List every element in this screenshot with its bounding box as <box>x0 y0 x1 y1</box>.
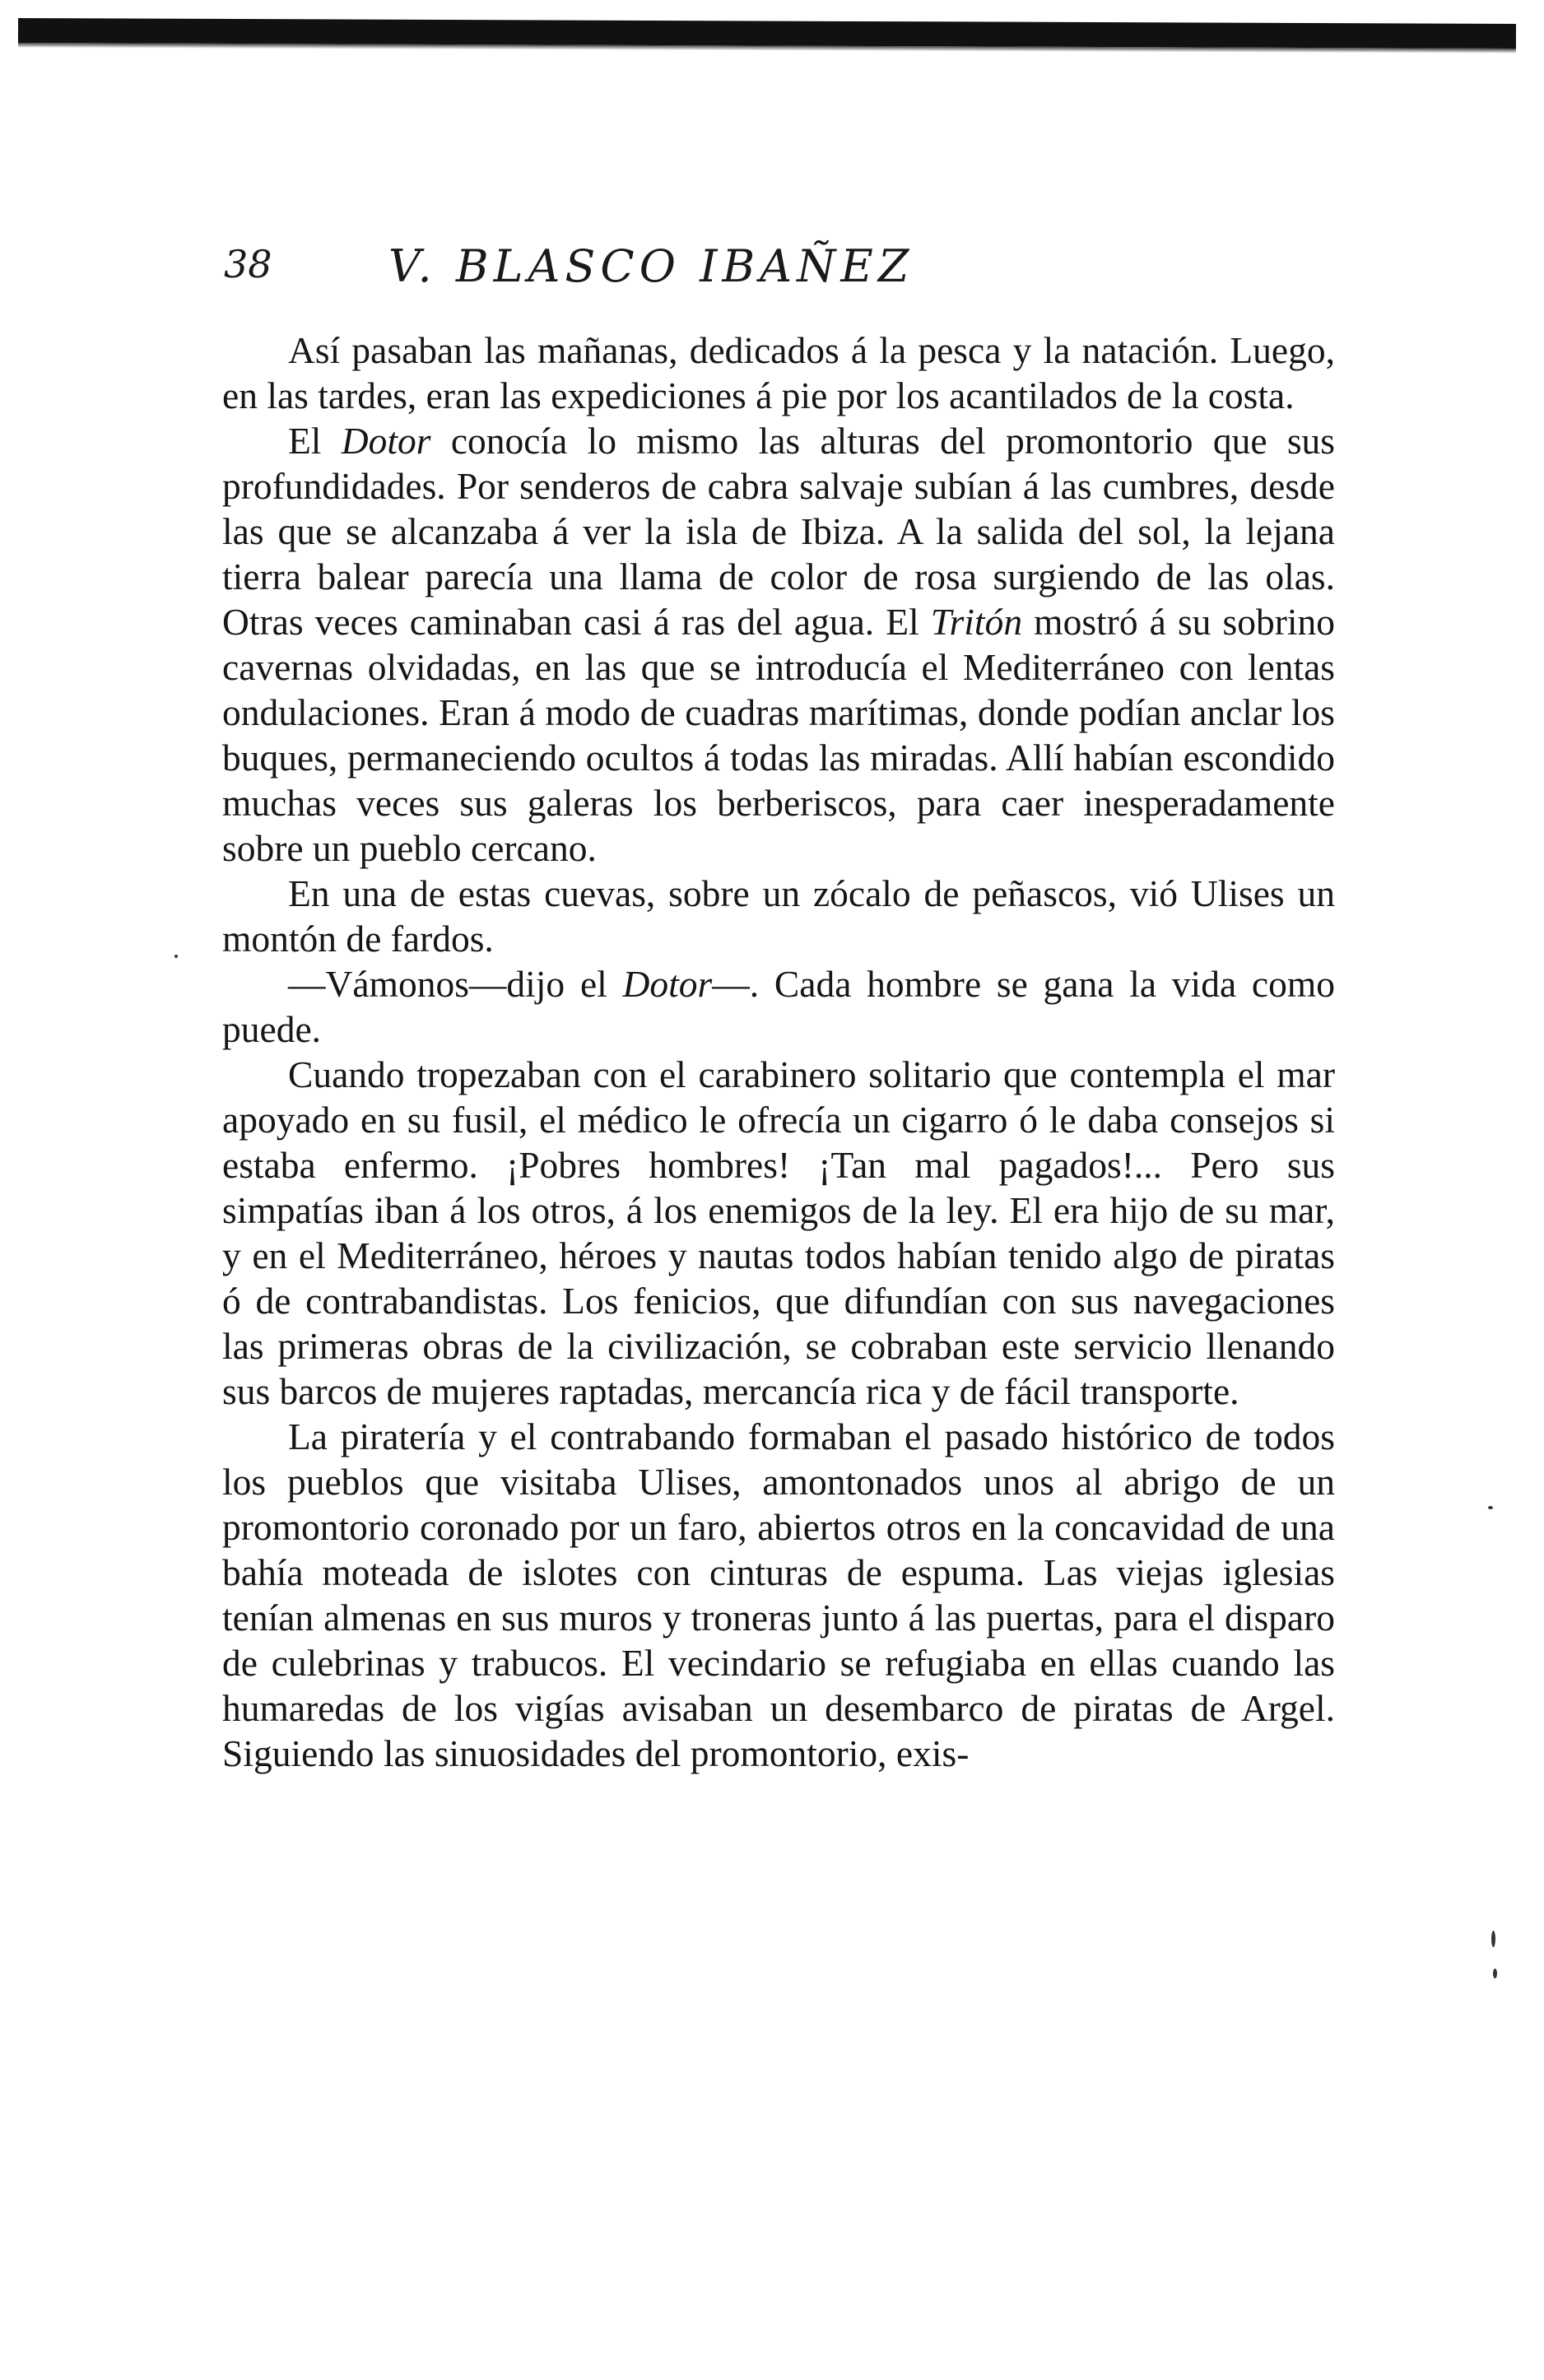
body-text <box>222 328 1335 1776</box>
margin-speck <box>174 955 178 958</box>
margin-speck <box>1493 1969 1497 1978</box>
paragraph-4-text-1: —Vámonos—dijo el <box>288 963 623 1005</box>
paragraph-4-italic-dotor: Dotor <box>622 963 713 1005</box>
running-head: V. BLASCO IBAÑEZ <box>388 240 914 292</box>
margin-speck <box>1488 1506 1493 1509</box>
paragraph-2-text-3: mostró á su sobrino cavernas olvidadas, en las que se introducía el Mediterráneo con lentas ondulaciones. Eran á modo de cuadras marítimas, donde podían anclar los buques, permaneciendo ocultos á todas las miradas. Allí habían escondido muchas veces sus galeras los berberiscos, para caer inesperadamente sobre un pueblo cercano. <box>222 601 1335 869</box>
paragraph-4 <box>222 961 1335 1052</box>
paragraph-2-text-2: conocía lo mismo las alturas del promontorio que sus profundidades. Por senderos de cabra salvaje subían á las cumbres, desde las que se alcanzaba á ver la isla de Ibiza. A la salida del sol, la lejana tierra balear parecía una llama de color de rosa surgiendo de las olas. Otras veces caminaban casi á ras del agua. El <box>222 420 1336 643</box>
page-header <box>224 227 1343 301</box>
paragraph-2 <box>222 418 1335 871</box>
paragraph-5: Cuando tropezaban con el carabinero solitario que contempla el mar apoyado en su fusil, el médico le ofrecía un cigarro ó le daba consejos si estaba enfermo. ¡Pobres hombres! ¡Tan mal pagados!... Pero sus simpatías iban á los otros, á los enemigos de la ley. El era hijo de su mar, y en el Mediterráneo, héroes y nautas todos habían tenido algo de piratas ó de contrabandistas. Los fenicios, que difundían con sus navegaciones las primeras obras de la civilización, se cobraban este servicio llenando sus barcos de mujeres raptadas, mercancía rica y de fácil transporte. <box>222 1053 1335 1412</box>
top-rule <box>18 18 1516 49</box>
paragraph-6: La piratería y el contrabando formaban el pasado histórico de todos los pueblos que visitaba Ulises, amontonados unos al abrigo de un promontorio coronado por un faro, abiertos otros en la concavidad de una bahía moteada de islotes con cinturas de espuma. Las viejas iglesias tenían almenas en sus muros y troneras junto á las puertas, para el disparo de culebrinas y trabucos. El vecindario se refugiaba en ellas cuando las humaredas de los vigías avisaban un desembarco de piratas de Argel. Siguiendo las sinuosidades del promontorio, exis- <box>222 1415 1335 1774</box>
paragraph-3: En una de estas cuevas, sobre un zócalo de peñascos, vió Ulises un montón de fardos. <box>222 872 1335 960</box>
paragraph-2-italic-triton: Tritón <box>930 601 1023 643</box>
paragraph-1: Así pasaban las mañanas, dedicados á la pesca y la natación. Luego, en las tardes, eran las expediciones á pie por los acantilados de la costa. <box>222 329 1335 416</box>
paragraph-2-text-1: El <box>288 420 342 462</box>
page-number: 38 <box>224 242 272 286</box>
paragraph-4-text-2: —. Cada hombre se gana la vida como puede. <box>222 963 1335 1050</box>
paragraph-2-italic-dotor: Dotor <box>341 420 431 462</box>
margin-speck <box>1491 1931 1495 1947</box>
